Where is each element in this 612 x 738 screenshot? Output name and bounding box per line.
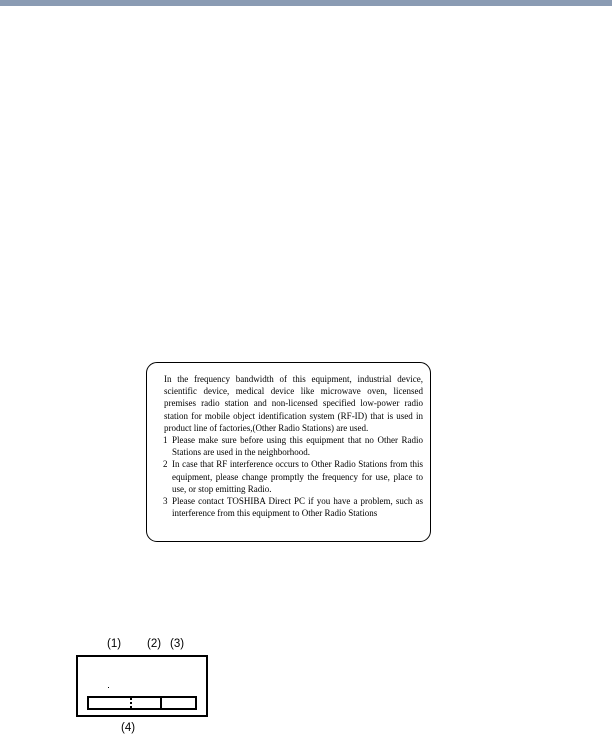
notice-item	[164, 495, 423, 519]
label-mark	[108, 687, 109, 688]
notice-item-number: 2	[163, 459, 168, 470]
bar-dotted-divider	[130, 698, 132, 708]
notice-item-number: 1	[163, 435, 168, 446]
notice-item-text: Please make sure before using this equipment that no Other Radio Stations are used in the neighborhood.	[172, 435, 423, 458]
notice-item-number: 3	[163, 496, 168, 507]
notice-item	[164, 458, 423, 495]
notice-item-text: Please contact TOSHIBA Direct PC if you have a problem, such as interference from this equipment to Other Radio Stations	[172, 496, 423, 519]
callout-1: (1)	[107, 638, 122, 650]
frequency-indicator-bar	[87, 696, 197, 710]
label-outline	[76, 655, 208, 717]
bar-solid-divider	[160, 698, 162, 708]
callout-2: (2)	[147, 638, 162, 650]
notice-item-text: In case that RF interference occurs to Other Radio Stations from this equipment, please change promptly the frequency for use, place to use, or stop emitting Radio.	[172, 459, 423, 494]
notice-item	[164, 434, 423, 458]
radio-interference-notice	[146, 362, 431, 542]
notice-intro: In the frequency bandwidth of this equipment, industrial device, scientific device, medical device like microwave oven, licensed premises radio station and non-licensed specified low-power radio station for mobile object identification system (RF-ID) that is used in product line of factories,(Other Radio Stations) are used.	[164, 374, 423, 433]
header-bar	[0, 0, 612, 6]
callout-4: (4)	[121, 722, 136, 734]
notice-list	[164, 434, 423, 519]
callout-3: (3)	[170, 638, 185, 650]
